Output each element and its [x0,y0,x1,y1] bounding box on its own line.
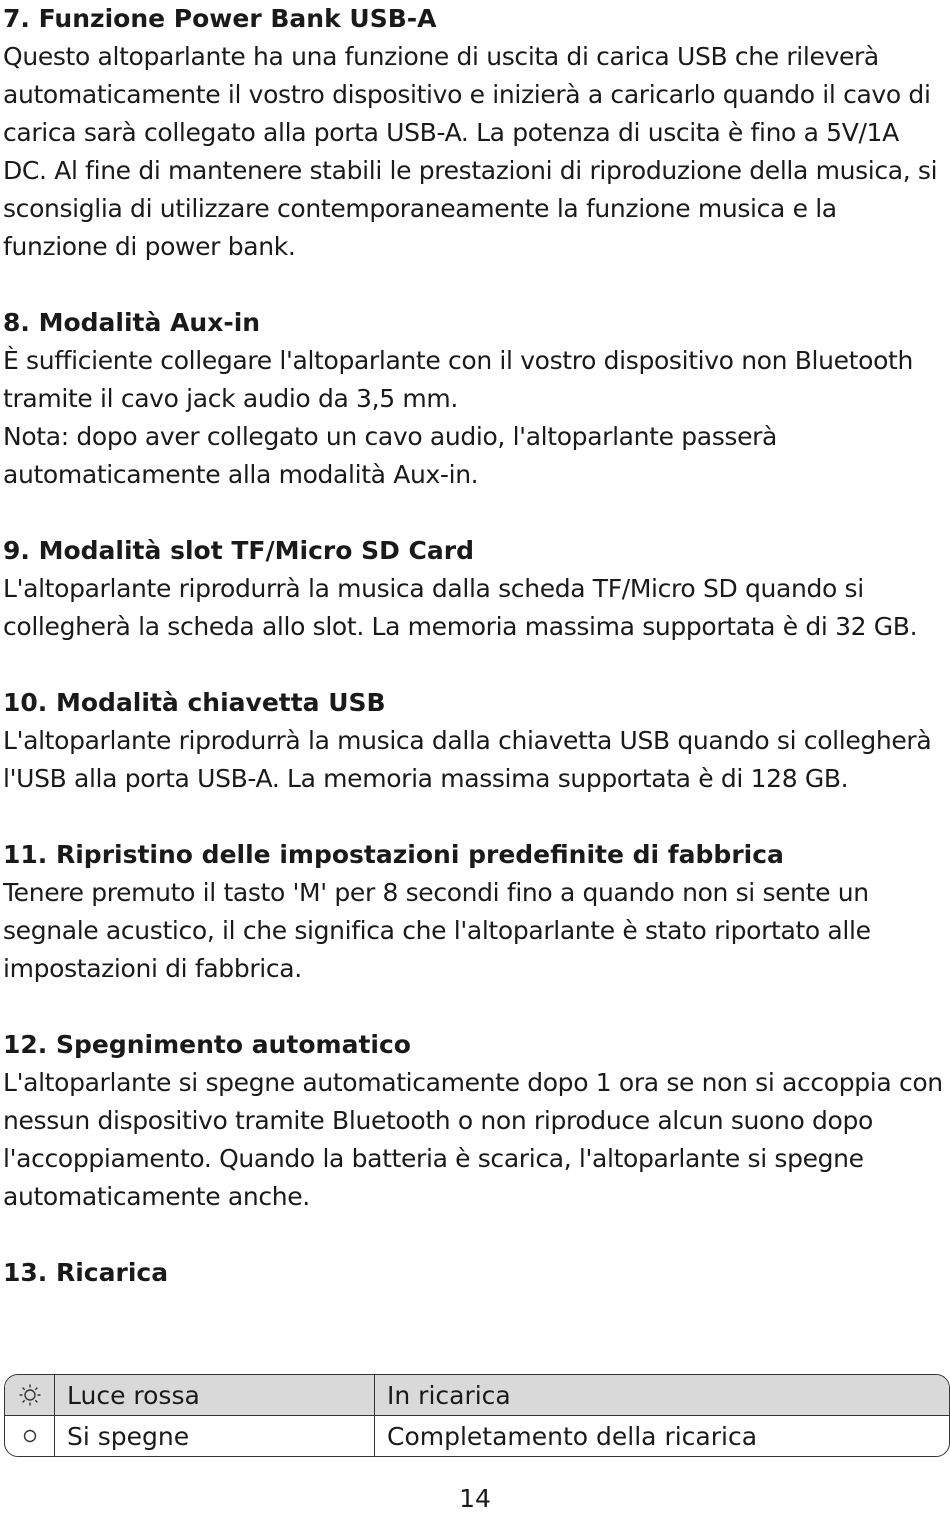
section-tf-card [3,532,947,646]
section-heading: 9. Modalità slot TF/Micro SD Card [3,536,474,565]
charging-table [4,1374,950,1457]
section-heading: 13. Ricarica [3,1258,169,1287]
section-auto-power-off [3,1026,947,1216]
led-meaning-cell: In ricarica [387,1380,511,1410]
page-number: 14 [459,1484,491,1513]
section-body: L'altoparlante riprodurrà la musica dalla chiavetta USB quando si collegherà l'USB alla porta USB-A. La memoria massima supportata è di 128 GB. [3,726,932,793]
section-note: Nota: dopo aver collegato un cavo audio, l'altoparlante passerà automaticamente alla modalità Aux-in. [3,422,777,489]
section-aux-in [3,304,947,494]
led-status-cell: Luce rossa [55,1375,375,1415]
section-body: Questo altoparlante ha una funzione di uscita di carica USB che rileverà automaticamente il vostro dispositivo e inizierà a caricarlo quando il cavo di carica sarà collegato alla porta USB-A. La potenza di uscita è fino a 5V/1A DC. Al fine di mantenere stabili le prestazioni di riproduzione della musica, si sconsiglia di utilizzare contemporaneamente la funzione musica e la funzione di power bank. [3,42,938,261]
section-body: L'altoparlante si spegne automaticamente dopo 1 ora se non si accoppia con nessun dispositivo tramite Bluetooth o non riproduce alcun suono dopo l'accoppiamento. Quando la batteria è scarica, l'altoparlante si spegne automaticamente anche. [3,1068,943,1211]
section-heading: 12. Spegnimento automatico [3,1030,411,1059]
light-on-icon [5,1375,55,1415]
section-heading: 8. Modalità Aux-in [3,308,261,337]
led-meaning-cell: Completamento della ricarica [387,1421,758,1451]
section-body: Tenere premuto il tasto 'M' per 8 secondi fino a quando non si sente un segnale acustico, il che significa che l'altoparlante è stato riportato alle impostazioni di fabbrica. [3,878,871,983]
table-row [5,1375,949,1416]
section-charging [3,1254,947,1292]
section-heading: 10. Modalità chiavetta USB [3,688,386,717]
section-usb-power-bank [3,0,947,266]
table-row [5,1416,949,1456]
section-heading: 7. Funzione Power Bank USB-A [3,4,437,33]
section-body: L'altoparlante riprodurrà la musica dalla scheda TF/Micro SD quando si collegherà la scheda allo slot. La memoria massima supportata è di 32 GB. [3,574,918,641]
manual-page [3,0,947,1330]
section-body: È sufficiente collegare l'altoparlante con il vostro dispositivo non Bluetooth tramite il cavo jack audio da 3,5 mm. [3,346,913,413]
led-status-cell: Si spegne [55,1416,375,1456]
section-heading: 11. Ripristino delle impostazioni predefinite di fabbrica [3,840,784,869]
light-off-icon [5,1416,55,1456]
section-usb-stick [3,684,947,798]
section-factory-reset [3,836,947,988]
